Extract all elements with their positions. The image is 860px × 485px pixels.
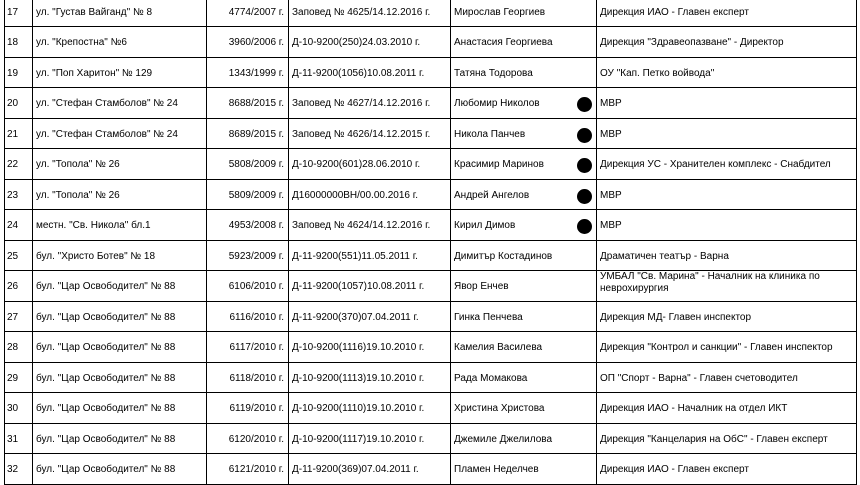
row-number: 26 [5, 271, 33, 302]
registration-cell: 3960/2006 г. [207, 27, 289, 58]
registration-cell: 5923/2009 г. [207, 241, 289, 271]
row-number: 22 [5, 149, 33, 180]
row-number: 27 [5, 302, 33, 332]
table-row [5, 88, 857, 119]
registration-cell: 6121/2010 г. [207, 454, 289, 485]
row-number: 21 [5, 119, 33, 149]
table-row [5, 271, 857, 302]
row-number: 23 [5, 180, 33, 210]
department-cell: МВР [597, 88, 857, 119]
address-cell: бул. "Цар Освободител" № 88 [33, 271, 207, 302]
registration-cell: 6119/2010 г. [207, 393, 289, 424]
department-cell: УМБАЛ "Св. Марина" - Началник на клиника по неврохирургия [597, 271, 857, 302]
order-cell: Д-10-9200(1117)19.10.2010 г. [289, 424, 451, 454]
records-table [4, 0, 857, 485]
marker-dot [577, 219, 592, 234]
address-cell: ул. "Крепостна" №6 [33, 27, 207, 58]
row-number: 24 [5, 210, 33, 241]
address-cell: ул. "Поп Харитон" № 129 [33, 58, 207, 88]
person-name-cell: Камелия Василева [451, 332, 597, 363]
address-cell: местн. "Св. Никола" бл.1 [33, 210, 207, 241]
table-row [5, 424, 857, 454]
table-row [5, 149, 857, 180]
order-cell: Д-11-9200(369)07.04.2011 г. [289, 454, 451, 485]
department-cell: Дирекция ИАО - Главен експерт [597, 454, 857, 485]
order-cell: Д-10-9200(250)24.03.2010 г. [289, 27, 451, 58]
row-number: 19 [5, 58, 33, 88]
marker-dot [577, 158, 592, 173]
order-cell: Заповед № 4625/14.12.2016 г. [289, 0, 451, 27]
department-cell: Дирекция УС - Хранителен комплекс - Снабдител [597, 149, 857, 180]
registration-cell: 6120/2010 г. [207, 424, 289, 454]
order-cell: Д16000000ВН/00.00.2016 г. [289, 180, 451, 210]
department-cell: Драматичен театър - Варна [597, 241, 857, 271]
marker-dot [577, 97, 592, 112]
table-row [5, 302, 857, 332]
row-number: 17 [5, 0, 33, 27]
row-number: 28 [5, 332, 33, 363]
marker-dot [577, 189, 592, 204]
address-cell: бул. "Цар Освободител" № 88 [33, 302, 207, 332]
order-cell: Д-10-9200(1113)19.10.2010 г. [289, 363, 451, 393]
department-cell: Дирекция "Контрол и санкции" - Главен инспектор [597, 332, 857, 363]
table-row [5, 58, 857, 88]
registration-cell: 5809/2009 г. [207, 180, 289, 210]
row-number: 29 [5, 363, 33, 393]
department-cell: Дирекция "Канцелария на ОбС" - Главен експерт [597, 424, 857, 454]
address-cell: бул. "Цар Освободител" № 88 [33, 332, 207, 363]
address-cell: ул. "Густав Вайганд" № 8 [33, 0, 207, 27]
row-number: 25 [5, 241, 33, 271]
address-cell: ул. "Стефан Стамболов" № 24 [33, 88, 207, 119]
table-row [5, 0, 857, 27]
department-cell: МВР [597, 210, 857, 241]
order-cell: Д-10-9200(1116)19.10.2010 г. [289, 332, 451, 363]
order-cell: Д-10-9200(601)28.06.2010 г. [289, 149, 451, 180]
row-number: 31 [5, 424, 33, 454]
order-cell: Заповед № 4624/14.12.2016 г. [289, 210, 451, 241]
department-cell: Дирекция МД- Главен инспектор [597, 302, 857, 332]
person-name-cell: Рада Момакова [451, 363, 597, 393]
department-cell: МВР [597, 119, 857, 149]
order-cell: Д-11-9200(1057)10.08.2011 г. [289, 271, 451, 302]
address-cell: ул. "Топола" № 26 [33, 180, 207, 210]
department-cell: Дирекция ИАО - Главен експерт [597, 0, 857, 27]
person-name-cell: Красимир Маринов [451, 149, 597, 180]
table-row [5, 393, 857, 424]
row-number: 32 [5, 454, 33, 485]
person-name-cell: Джемиле Джелилова [451, 424, 597, 454]
registration-cell: 5808/2009 г. [207, 149, 289, 180]
person-name-cell: Пламен Неделчев [451, 454, 597, 485]
row-number: 18 [5, 27, 33, 58]
department-cell: ОУ "Кап. Петко войвода" [597, 58, 857, 88]
table-row [5, 363, 857, 393]
marker-dot [577, 128, 592, 143]
row-number: 30 [5, 393, 33, 424]
address-cell: ул. "Стефан Стамболов" № 24 [33, 119, 207, 149]
order-cell: Д-10-9200(1110)19.10.2010 г. [289, 393, 451, 424]
person-name-cell: Андрей Ангелов [451, 180, 597, 210]
department-cell: ОП "Спорт - Варна" - Главен счетоводител [597, 363, 857, 393]
table-row [5, 180, 857, 210]
person-name-cell: Мирослав Георгиев [451, 0, 597, 27]
table-row [5, 27, 857, 58]
person-name-cell: Кирил Димов [451, 210, 597, 241]
address-cell: бул. "Цар Освободител" № 88 [33, 363, 207, 393]
person-name-cell: Никола Панчев [451, 119, 597, 149]
person-name-cell: Димитър Костадинов [451, 241, 597, 271]
table-row [5, 332, 857, 363]
person-name-cell: Анастасия Георгиева [451, 27, 597, 58]
person-name-cell: Гинка Пенчева [451, 302, 597, 332]
table-row [5, 454, 857, 485]
order-cell: Д-11-9200(1056)10.08.2011 г. [289, 58, 451, 88]
order-cell: Д-11-9200(370)07.04.2011 г. [289, 302, 451, 332]
table-row [5, 210, 857, 241]
person-name-cell: Любомир Николов [451, 88, 597, 119]
person-name-cell: Татяна Тодорова [451, 58, 597, 88]
registration-cell: 1343/1999 г. [207, 58, 289, 88]
order-cell: Заповед № 4627/14.12.2016 г. [289, 88, 451, 119]
registration-cell: 6116/2010 г. [207, 302, 289, 332]
person-name-cell: Христина Христова [451, 393, 597, 424]
registration-cell: 4953/2008 г. [207, 210, 289, 241]
department-cell: Дирекция "Здравеопазване" - Директор [597, 27, 857, 58]
order-cell: Д-11-9200(551)11.05.2011 г. [289, 241, 451, 271]
address-cell: ул. "Топола" № 26 [33, 149, 207, 180]
order-cell: Заповед № 4626/14.12.2015 г. [289, 119, 451, 149]
registration-cell: 8688/2015 г. [207, 88, 289, 119]
records-table-body [5, 0, 857, 485]
address-cell: бул. "Цар Освободител" № 88 [33, 424, 207, 454]
registration-cell: 4774/2007 г. [207, 0, 289, 27]
table-row [5, 119, 857, 149]
table-row [5, 241, 857, 271]
registration-cell: 6117/2010 г. [207, 332, 289, 363]
registration-cell: 6118/2010 г. [207, 363, 289, 393]
department-cell: МВР [597, 180, 857, 210]
address-cell: бул. "Цар Освободител" № 88 [33, 393, 207, 424]
address-cell: бул. "Христо Ботев" № 18 [33, 241, 207, 271]
address-cell: бул. "Цар Освободител" № 88 [33, 454, 207, 485]
person-name-cell: Явор Енчев [451, 271, 597, 302]
registration-cell: 8689/2015 г. [207, 119, 289, 149]
department-cell: Дирекция ИАО - Началник на отдел ИКТ [597, 393, 857, 424]
row-number: 20 [5, 88, 33, 119]
registration-cell: 6106/2010 г. [207, 271, 289, 302]
